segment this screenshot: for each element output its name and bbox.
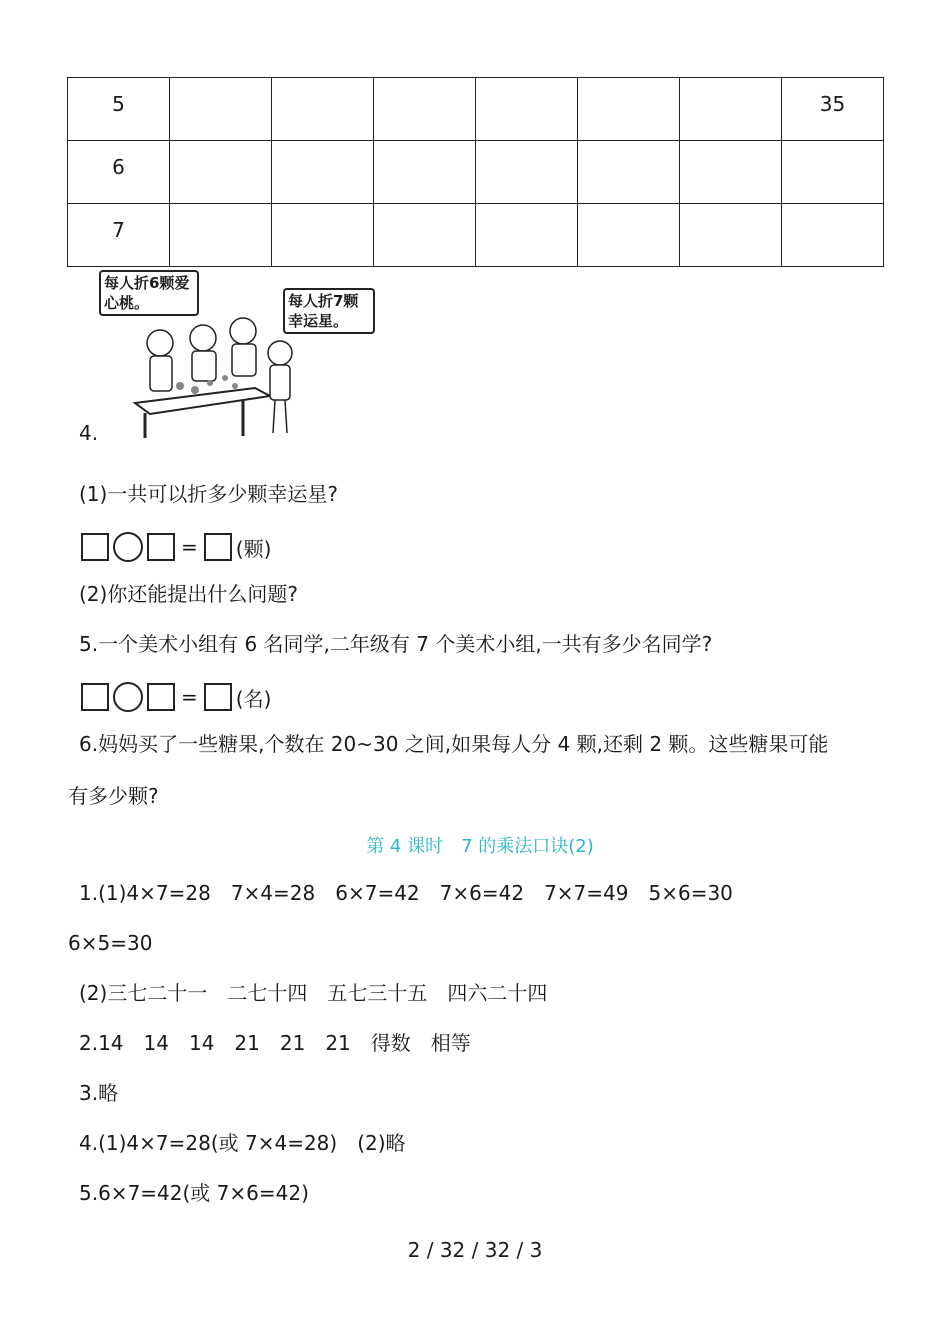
answer-box[interactable]	[81, 683, 109, 711]
table-cell[interactable]	[578, 141, 680, 204]
speech-bubble-left: 每人折6颗爱心桃。	[99, 270, 199, 316]
table-cell[interactable]	[680, 204, 782, 267]
multiplication-table	[67, 77, 884, 267]
equals-sign: =	[181, 685, 198, 709]
table-cell[interactable]	[272, 204, 374, 267]
lesson-heading: 第 4 课时 7 的乘法口诀(2)	[366, 836, 594, 857]
operator-circle[interactable]	[113, 532, 143, 562]
answer-1-line-2: 6×5=30	[68, 931, 153, 955]
table-row	[68, 141, 884, 204]
question-4-part-1: (1)一共可以折多少颗幸运星?	[79, 482, 338, 506]
answer-4: 4.(1)4×7=28(或 7×4=28) (2)略	[79, 1131, 406, 1155]
table-cell[interactable]	[680, 141, 782, 204]
answer-box[interactable]	[204, 683, 232, 711]
page-number: 2 / 32 / 32 / 3	[407, 1238, 543, 1262]
table-cell[interactable]	[476, 204, 578, 267]
question-5: 5.一个美术小组有 6 名同学,二年级有 7 个美术小组,一共有多少名同学?	[79, 632, 713, 656]
equals-sign: =	[181, 535, 198, 559]
table-cell[interactable]	[782, 204, 884, 267]
answer-5: 5.6×7=42(或 7×6=42)	[79, 1181, 309, 1205]
table-cell[interactable]	[476, 141, 578, 204]
row-header-label: 6	[112, 155, 125, 179]
table-cell[interactable]	[782, 78, 884, 141]
row-header-cell	[68, 141, 170, 204]
table-cell[interactable]	[170, 78, 272, 141]
answer-1-line-1: 1.(1)4×7=28 7×4=28 6×7=42 7×6=42 7×7=49 5×6=30	[79, 881, 733, 905]
unit-label: (名)	[235, 686, 272, 711]
table-cell[interactable]	[272, 141, 374, 204]
table-cell[interactable]	[374, 204, 476, 267]
operator-circle[interactable]	[113, 682, 143, 712]
question-4-part-2: (2)你还能提出什么问题?	[79, 582, 298, 606]
unit-label: (颗)	[235, 536, 272, 561]
table-cell[interactable]	[578, 78, 680, 141]
table-row	[68, 204, 884, 267]
row-header-cell	[68, 78, 170, 141]
table-cell[interactable]	[374, 78, 476, 141]
table-cell[interactable]	[782, 141, 884, 204]
cell-value: 35	[819, 92, 846, 116]
row-header-label: 7	[112, 218, 125, 242]
speech-bubble-right: 每人折7颗幸运星。	[283, 288, 375, 334]
answer-1-part-2: (2)三七二十一 二七十四 五七三十五 四六二十四	[79, 981, 548, 1005]
table-cell[interactable]	[476, 78, 578, 141]
answer-box[interactable]	[147, 683, 175, 711]
table-cell[interactable]	[680, 78, 782, 141]
answer-box[interactable]	[81, 533, 109, 561]
table-cell[interactable]	[170, 204, 272, 267]
table-cell[interactable]	[578, 204, 680, 267]
question-6-line-1: 6.妈妈买了一些糖果,个数在 20~30 之间,如果每人分 4 颗,还剩 2 颗。这些糖果可能	[79, 732, 829, 756]
row-header-cell	[68, 204, 170, 267]
answer-box[interactable]	[147, 533, 175, 561]
table-cell[interactable]	[272, 78, 374, 141]
question-4-number: 4.	[79, 421, 99, 445]
answer-box[interactable]	[204, 533, 232, 561]
table-row	[68, 78, 884, 141]
question-5-answer-boxes	[81, 682, 271, 712]
answer-3: 3.略	[79, 1081, 119, 1105]
table-cell[interactable]	[170, 141, 272, 204]
answer-2: 2.14 14 14 21 21 21 得数 相等	[79, 1031, 471, 1055]
table-cell[interactable]	[374, 141, 476, 204]
question-4-answer-boxes	[81, 532, 271, 562]
question-6-line-2: 有多少颗?	[68, 784, 159, 808]
row-header-label: 5	[112, 92, 125, 116]
